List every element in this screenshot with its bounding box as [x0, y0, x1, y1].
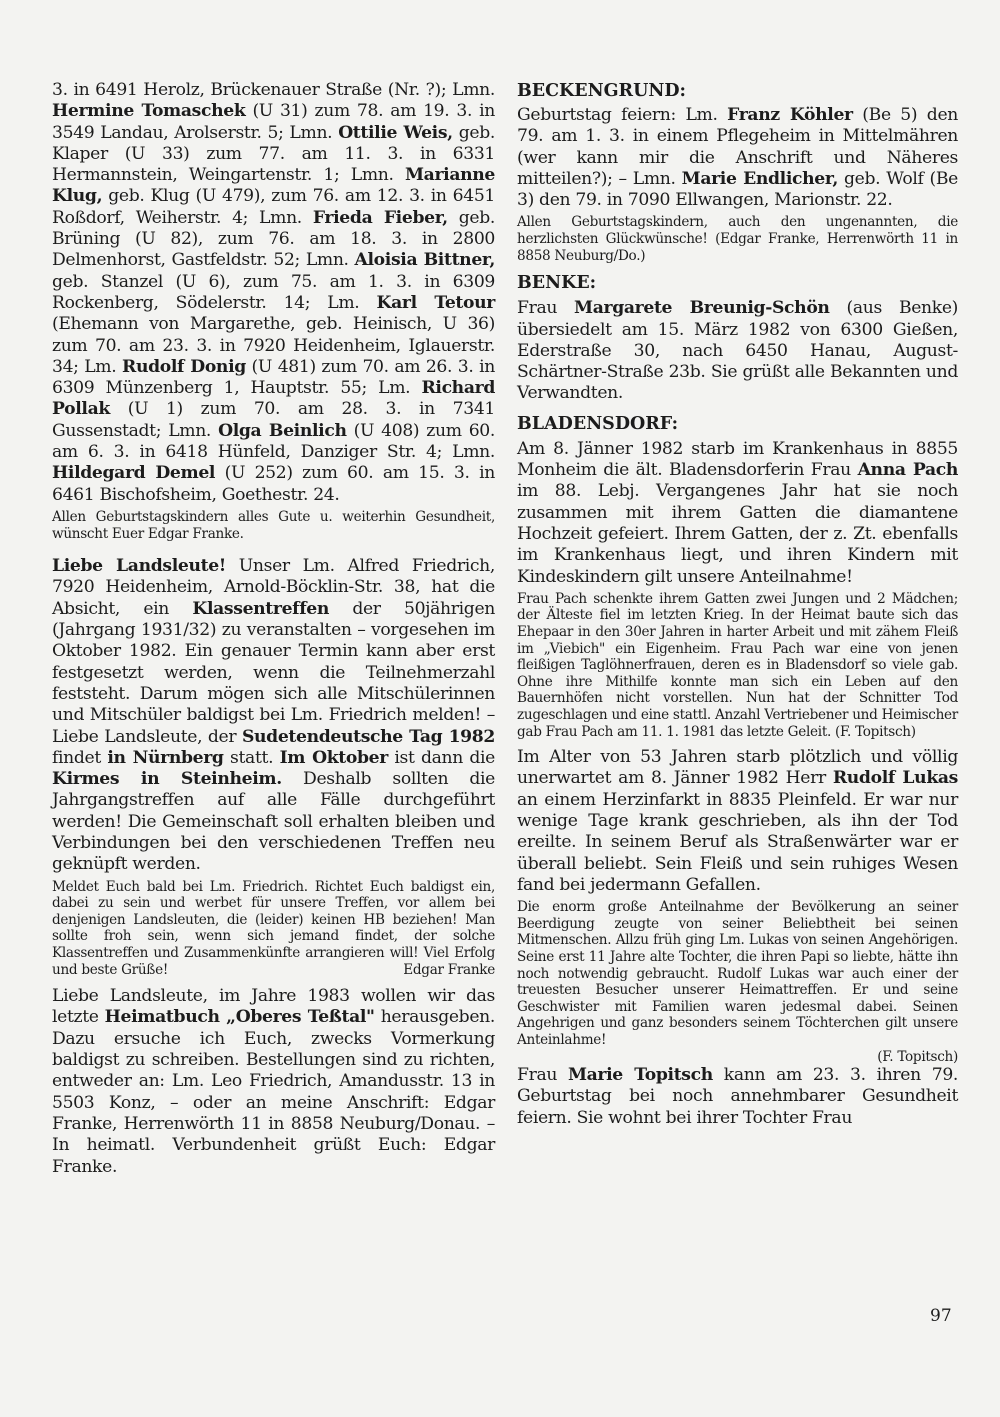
bladensdorf-paragraph-pach: Am 8. Jänner 1982 starb im Krankenhaus in 8855 Monheim die ält. Bladensdorferin Frau Anna Pach im 88. Lebj. Vergangenes Jahr hat sie noch zusammen mit ihrem Gatten die diamantene Hochzeit gefeiert. Ihrem Gatten, der z. Zt. ebenfalls im Krankenhaus liegt, und ihren Kindern mit Kindeskindern gilt unsere Anteilnahme! — [517, 438, 959, 587]
bold-name: Marie Endlicher, — [681, 168, 838, 189]
bold-name: Karl Tetour — [376, 292, 495, 313]
bold-name: Olga Beinlich — [218, 420, 347, 441]
left-column — [52, 80, 495, 1178]
bold-name: Anna Pach — [857, 460, 959, 481]
bold-name: Heimatbuch „Oberes Teßtal" — [104, 1007, 375, 1028]
bladensdorf-paragraph-topitsch: Frau Marie Topitsch kann am 23. 3. ihren 79. Geburtstag bei noch annehmbarer Gesundheit feiern. Sie wohnt bei ihrer Tochter Frau — [517, 1065, 959, 1128]
page-number: 97 — [930, 1306, 952, 1326]
bold-name: Richard Pollak — [52, 378, 495, 420]
beckengrund-paragraph: Geburtstag feiern: Lm. Franz Köhler (Be 5) den 79. am 1. 3. in einem Pflegeheim in Mittelmähren (wer kann mir die Anschrift und Näheres mitteilen?); – Lmn. Marie Endlicher, geb. Wolf (Be 3) den 79. in 7090 Ellwangen, Marionstr. 22. — [517, 105, 958, 211]
lukas-note-signature: (F. Topitsch) — [877, 1048, 958, 1065]
klassentreffen-paragraph: Liebe Landsleute! Unser Lm. Alfred Friedrich, 7920 Heidenheim, Arnold-Böcklin-Str. 38, hat die Absicht, ein Klassentreffen der 50jährigen (Jahrgang 1931/32) zu veranstalten – vorgesehen im Oktober 1982. Ein genauer Termin kann aber erst festgesetzt werden, wenn die Teilnehmerzahl feststeht. Darum mögen sich alle Mitschülerinnen und Mitschüler baldigst bei Lm. Friedrich melden! – Liebe Landsleute, der Sudetendeutsche Tag 1982 findet in Nürnberg statt. Im Oktober ist dann die Kirmes in Steinheim. Deshalb sollten die Jahrgangstreffen auf alle Fälle durchgeführt werden! Die Gemeinschaft soll erhalten bleiben und Verbindungen bei den verschiedenen Treffen neu geknüpft werden. — [52, 556, 496, 875]
section-heading-bladensdorf: BLADENSDORF: — [517, 413, 679, 434]
bold-name: Ottilie Weis, — [338, 122, 453, 143]
closing-greeting: und beste Grüße! — [52, 961, 168, 978]
beckengrund-note: Allen Geburtstagskindern, auch den ungenannten, die herzlichsten Glückwünsche! (Edgar Franke, Herrenwörth 11 in 8858 Neuburg/Do.) — [517, 214, 958, 264]
bold-name: Frieda Fieber, — [312, 207, 448, 228]
bold-name: Rudolf Donig — [122, 356, 246, 377]
birthday-list-paragraph: 3. in 6491 Herolz, Brückenauer Straße (Nr. ?); Lmn. Hermine Tomaschek (U 31) zum 78. am 19. 3. in 3549 Landau, Arolserstr. 5; Lmn. Ottilie Weis, geb. Klaper (U 33) zum 77. am 11. 3. in 6331 Hermannstein, Weingartenstr. 1; Lmn. Marianne Klug, geb. Klug (U 479), zum 76. am 12. 3. in 6451 Roßdorf, Weiherstr. 4; Lmn. Frieda Fieber, geb. Brüning (U 82), zum 76. am 18. 3. in 2800 Delmenhorst, Gastfeldstr. 52; Lmn. Aloisia Bittner, geb. Stanzel (U 6), zum 75. am 1. 3. in 6309 Rockenberg, Södelerstr. 14; Lm. Karl Tetour (Ehemann von Margarethe, geb. Heinisch, U 36) zum 70. am 23. 3. in 7920 Heidenheim, Iglauerstr. 34; Lm. Rudolf Donig (U 481) zum 70. am 26. 3. in 6309 Münzenberg 1, Hauptstr. 55; Lm. Richard Pollak (U 1) zum 70. am 28. 3. in 7341 Gussenstadt; Lmn. Olga Beinlich (U 408) zum 60. am 6. 3. in 6418 Hünfeld, Danziger Str. 4; Lmn. Hildegard Demel (U 252) zum 60. am 15. 3. in 6461 Bischofsheim, Goethestr. 24. — [52, 80, 496, 505]
bold-name: Klassentreffen — [192, 598, 329, 619]
section-heading-beckengrund: BECKENGRUND: — [517, 81, 686, 101]
bold-name: Rudolf Lukas — [832, 768, 958, 789]
birthday-wishes-note: Allen Geburtstagskindern alles Gute u. weiterhin Gesundheit, wünscht Euer Edgar Franke. — [52, 508, 495, 542]
bold-name: Sudetendeutsche Tag 1982 — [241, 726, 496, 747]
klassentreffen-note: Meldet Euch bald bei Lm. Friedrich. Richtet Euch baldigst ein, dabei zu sein und werbet für unsere Treffen, vor allem bei denjenigen Landsleuten, die (leider) keinen HB beziehen! Man sollte froh sein, wenn sich jemand findet, der solche Klassentreffen und Zusammenkünfte arrangieren will! Viel Erfolg — [52, 878, 495, 961]
klassentreffen-closing — [52, 962, 495, 979]
bladensdorf-note-pach: Frau Pach schenkte ihrem Gatten zwei Jungen und 2 Mädchen; der Älteste fiel im letzten Krieg. In der Heimat baute sich das Ehepaar in den 30er Jahren in harter Arbeit und mit zähem Fleiß im „Viebich" ein Eigenheim. Frau Pach war eine von jenen fleißigen Taglöhnerfrauen, deren es in Bladensdorf so viele gab. Ohne ihre Mithilfe konnte man sich ein Leben auf den Bauernhöfen nicht vorstellen. Nun hat der Schnitter Tod zugeschlagen und eine stattl. Anzahl Vertriebener und Heimischer gab Frau Pach am 11. 1. 1981 das letzte Geleit. (F. Topitsch) — [517, 590, 958, 740]
bold-name: in Nürnberg — [107, 747, 224, 768]
bold-name: Hermine Tomaschek — [52, 101, 246, 122]
bold-name: Hildegard Demel — [52, 463, 216, 484]
benke-paragraph: Frau Margarete Breunig-Schön (aus Benke) übersiedelt am 15. März 1982 von 6300 Gießen, Ederstraße 30, nach 6450 Hanau, August-Schärtner-Straße 23b. Sie grüßt alle Bekannten und Verwandten. — [517, 298, 959, 404]
bold-name: Kirmes in Steinheim. — [52, 769, 282, 790]
section-heading-benke: BENKE: — [517, 273, 597, 294]
bold-name: Margarete Breunig-Schön — [574, 298, 830, 319]
bold-name: Franz Köhler — [727, 105, 853, 125]
bold-name: Aloisia Bittner, — [354, 250, 495, 271]
signature: Edgar Franke — [403, 961, 495, 978]
bold-name: Liebe Landsleute! — [52, 556, 226, 577]
bladensdorf-paragraph-lukas: Im Alter von 53 Jahren starb plötzlich und völlig unerwartet am 8. Jänner 1982 Herr Rudolf Lukas an einem Herzinfarkt in 8835 Pleinfeld. Er war nur wenige Tage krank geschrieben, als ihn der Tod ereilte. In seinem Beruf als Straßenwärter war er überall beliebt. Sein Fleiß und sein ruhiges Wesen fand bei jedermann Gefallen. — [517, 747, 958, 895]
bladensdorf-note-lukas: Die enorm große Anteilnahme der Bevölkerung an seiner Beerdigung zeugte von seiner Beliebtheit bei seinen Mitmenschen. Allzu früh ging Lm. Lukas von seinen Angehörigen. Seine erst 11 Jahre alte Tochter, die ihren Papi so liebte, hätte ihn noch notwendig gebraucht. Rudolf Lukas war auch einer der treuesten Besucher unserer Heimattreffen. Er und seine Geschwister mit Familien waren jedesmal dabei. Seinen Angehrigen und ganz besonders seinem Töchterchen gilt unsere Anteinlahme! — [517, 899, 958, 1048]
bold-name: Marie Topitsch — [567, 1065, 713, 1086]
heimatbuch-paragraph: Liebe Landsleute, im Jahre 1983 wollen wir das letzte Heimatbuch „Oberes Teßtal" herausgeben. Dazu ersuche ich Euch, zwecks Vormerkung baldigst zu schreiben. Bestellungen sind zu richten, entweder an: Lm. Leo Friedrich, Amandusstr. 13 in 5503 Konz, – oder an meine Anschrift: Edgar Franke, Herrenwörth 11 in 8858 Neuburg/Donau. – In heimatl. Verbundenheit grüßt Euch: Edgar Franke. — [52, 986, 495, 1177]
right-column — [517, 80, 958, 1129]
bold-name: Marianne Klug, — [52, 165, 495, 207]
bold-name: Im Oktober — [279, 747, 388, 768]
